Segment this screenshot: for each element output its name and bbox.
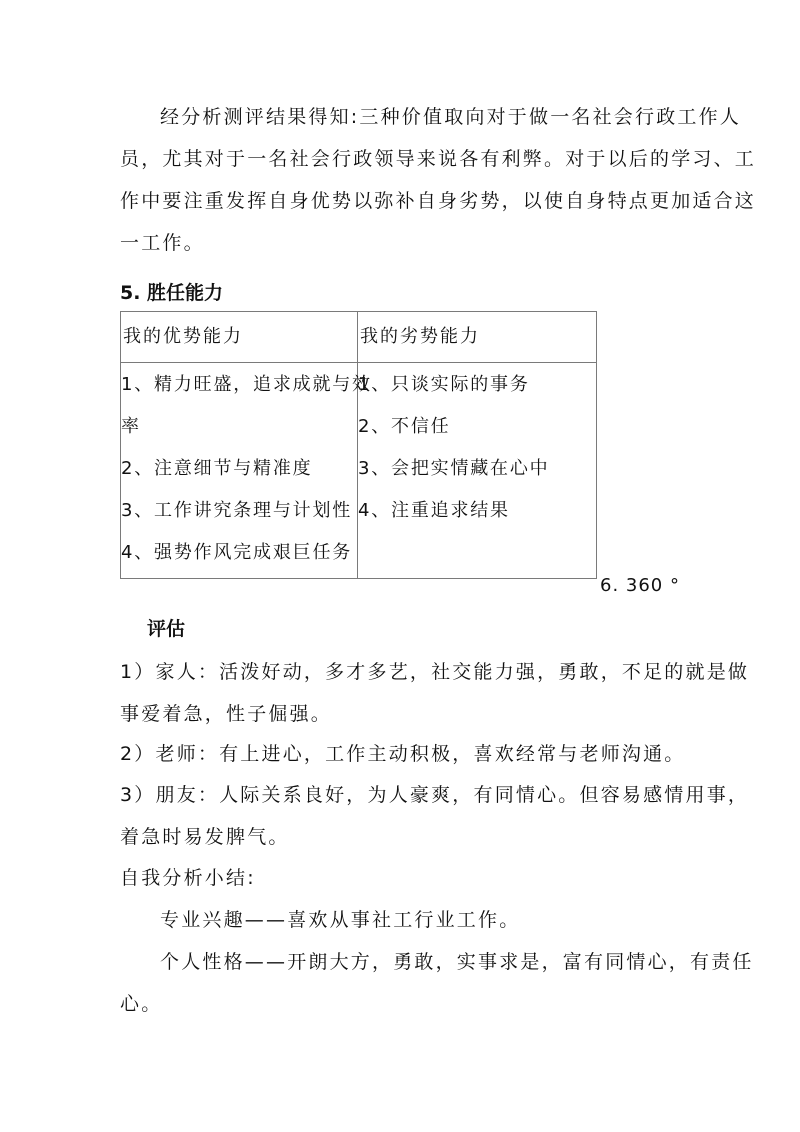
evaluation-line: 2）老师：有上进心，工作主动积极，喜欢经常与老师沟通。 [120,743,686,765]
intro-line-2: 员，尤其对于一名社会行政领导来说各有利弊。对于以后的学习、工 [120,148,757,170]
weakness-item: 2、不信任 [358,416,451,437]
table-header-weaknesses [358,312,597,363]
strength-item: 率 [121,416,141,437]
summary-line: 专业兴趣——喜欢从事社工行业工作。 [160,909,521,931]
section-6-number: 6. 360 ° [600,575,680,596]
evaluation-line: 着急时易发脾气。 [120,826,290,848]
weakness-item: 3、会把实情藏在心中 [358,458,550,479]
strengths-cell [121,363,372,579]
strength-item: 2、注意细节与精准度 [121,458,313,479]
table-header-strengths [121,312,358,363]
strength-item: 1、精力旺盛，追求成就与效 [121,374,372,395]
evaluation-line: 3）朋友：人际关系良好，为人豪爽，有同情心。但容易感情用事， [120,784,750,806]
section-6-title: 评估 [147,618,186,640]
weaknesses-cell [358,363,597,579]
intro-line-3: 作中要注重发挥自身优势以弥补自身劣势，以使自身特点更加适合这 [120,190,757,212]
weakness-item: 4、注重追求结果 [358,500,510,521]
intro-line-4: 一工作。 [120,232,205,254]
strength-item: 4、强势作风完成艰巨任务 [121,542,353,563]
evaluation-line: 事爱着急，性子倔强。 [120,703,333,725]
summary-line: 个人性格——开朗大方，勇敢，实事求是，富有同情心，有责任 [160,951,754,973]
section-5-title: 5. 胜任能力 [120,282,224,304]
ability-table [120,311,597,579]
weakness-item: 1、只谈实际的事务 [358,374,530,395]
weaknesses-header: 我的劣势能力 [360,326,480,347]
intro-line-1: 经分析测评结果得知:三种价值取向对于做一名社会行政工作人 [160,106,742,128]
summary-line: 心。 [120,993,163,1015]
evaluation-line: 1）家人：活泼好动，多才多艺，社交能力强，勇敢，不足的就是做 [120,661,750,683]
strength-item: 3、工作讲究条理与计划性 [121,500,353,521]
strengths-header: 我的优势能力 [123,326,243,347]
summary-title: 自我分析小结: [120,867,256,889]
